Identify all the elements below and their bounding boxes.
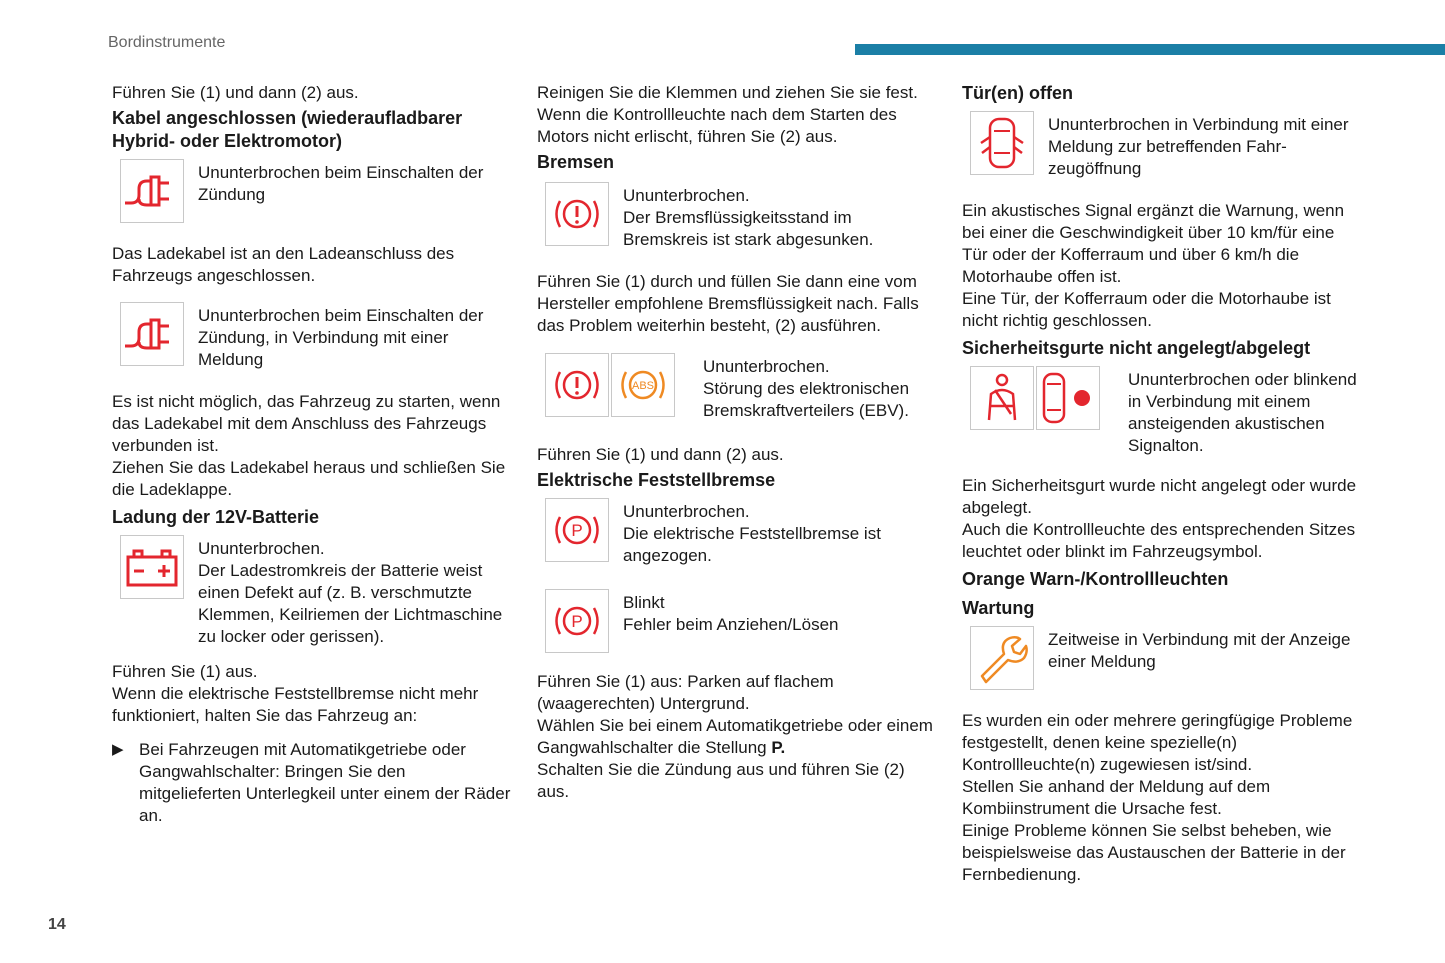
paragraph: Ein akustisches Signal ergänzt die Warnung, wenn bei einer die Geschwindigkeit über 10 km/für eine Tür oder der Kofferraum und über 6 km/h die Motorhaube offen ist. xyxy=(962,201,1345,286)
warning-row xyxy=(112,159,512,223)
paragraph: Es ist nicht möglich, das Fahrzeug zu starten, wenn das Ladekabel mit dem Anschluss des Fahrzeugs verbunden ist. xyxy=(112,392,501,455)
heading-doors-open: Tür(en) offen xyxy=(962,83,1073,103)
warning-text: Ununterbrochen in Verbindung mit einer Meldung zur betreffenden Fahrzeugöffnung xyxy=(1048,115,1349,178)
heading-charging-cable: Kabel angeschlossen (wiederaufladbarer Hybrid- oder Elektromotor) xyxy=(112,108,463,151)
heading-service: Wartung xyxy=(962,598,1035,618)
warning-row xyxy=(537,182,937,251)
warning-row xyxy=(962,111,1362,180)
paragraph-text: Wählen Sie bei einem Automatikgetriebe oder einem Gangwahlschalter die Stellung xyxy=(537,716,933,757)
paragraph: Stellen Sie anhand der Meldung auf dem Kombiinstrument die Ursache fest. xyxy=(962,777,1271,818)
brake-warning-icon xyxy=(545,353,609,417)
warning-text: Ununterbrochen oder blinkend in Verbindung mit einem ansteigenden akustischen Signalton. xyxy=(1128,370,1357,455)
paragraph: Wenn die elektrische Feststellbremse nicht mehr funktioniert, halten Sie das Fahrzeug an: xyxy=(112,684,479,725)
parking-label: P xyxy=(571,521,583,540)
warning-text-line: Ununterbrochen. xyxy=(198,539,325,558)
parking-brake-icon xyxy=(545,498,609,562)
heading-parking-brake: Elektrische Feststellbremse xyxy=(537,470,776,490)
bullet-item xyxy=(112,739,512,827)
column-1 xyxy=(112,82,512,827)
warning-text-line: Der Ladestromkreis der Batterie weist einen Defekt auf (z. B. verschmutzte Klemmen, Keilriemen der Lichtmaschine zu locker oder gerissen). xyxy=(198,561,503,646)
warning-row xyxy=(537,498,937,567)
brake-warning-icon xyxy=(545,182,609,246)
warning-row xyxy=(537,353,937,422)
warning-text: Ununterbrochen beim Einschalten der Zündung, in Verbindung mit einer Meldung xyxy=(198,306,484,369)
warning-row xyxy=(537,589,937,653)
header-title: Bordinstrumente xyxy=(108,34,226,51)
warning-text xyxy=(623,182,937,251)
arrow-right-icon: ▶ xyxy=(112,741,124,758)
parking-label: P xyxy=(571,612,583,631)
warning-text xyxy=(623,498,937,567)
battery-icon xyxy=(120,535,184,599)
heading-orange-warnings: Orange Warn-/Kontrollleuchten xyxy=(962,569,1229,589)
plug-icon xyxy=(120,302,184,366)
paragraph: Ziehen Sie das Ladekabel heraus und schließen Sie die Ladeklappe. xyxy=(112,458,506,499)
abs-label: ABS xyxy=(631,380,655,392)
heading-seatbelts: Sicherheitsgurte nicht angelegt/abgelegt xyxy=(962,338,1311,358)
warning-text-line: Ununterbrochen. xyxy=(623,502,750,521)
paragraph: Es wurden ein oder mehrere geringfügige Probleme festgestellt, denen keine spezielle(n) Kontrollleuchte(n) zugewiesen ist/sind. xyxy=(962,711,1353,774)
warning-row xyxy=(962,366,1362,457)
warning-text-line: Die elektrische Feststellbremse ist angezogen. xyxy=(623,524,881,565)
paragraph: Eine Tür, der Kofferraum oder die Motorhaube ist nicht richtig geschlossen. xyxy=(962,289,1331,330)
paragraph: Führen Sie (1) aus: Parken auf flachem (waagerechten) Untergrund. xyxy=(537,672,834,713)
paragraph xyxy=(537,715,937,759)
paragraph: Reinigen Sie die Klemmen und ziehen Sie sie fest. Wenn die Kontrollleuchte nach dem Starten des Motors nicht erlischt, führen Sie (2) aus. xyxy=(537,83,918,146)
warning-text-line: Störung des elektronischen Bremskraftverteilers (EBV). xyxy=(703,379,910,420)
paragraph: Führen Sie (1) und dann (2) aus. xyxy=(537,445,784,464)
warning-text-line: Der Bremsflüssigkeitsstand im Bremskreis ist stark abgesunken. xyxy=(623,208,874,249)
paragraph: Das Ladekabel ist an den Ladeanschluss des Fahrzeugs angeschlossen. xyxy=(112,244,455,285)
heading-brakes: Bremsen xyxy=(537,152,615,172)
heading-12v-battery: Ladung der 12V-Batterie xyxy=(112,507,320,527)
plug-icon xyxy=(120,159,184,223)
warning-text-line: Blinkt xyxy=(623,593,665,612)
warning-text xyxy=(198,535,512,648)
warning-text xyxy=(703,353,937,422)
paragraph: Schalten Sie die Zündung aus und führen Sie (2) aus. xyxy=(537,760,905,801)
paragraph: Auch die Kontrollleuchte des entsprechenden Sitzes leuchtet oder blinkt im Fahrzeugsymbol. xyxy=(962,520,1356,561)
warning-text-line: Fehler beim Anziehen/Lösen xyxy=(623,615,839,634)
parking-brake-icon xyxy=(545,589,609,653)
column-2 xyxy=(537,82,937,803)
header-accent-bar xyxy=(855,44,1445,55)
page-number: 14 xyxy=(48,916,66,933)
warning-row xyxy=(962,626,1362,690)
seat-car-icon xyxy=(1036,366,1100,430)
warning-row xyxy=(112,535,512,648)
paragraph: Führen Sie (1) aus. xyxy=(112,662,258,681)
warning-text: Zeitweise in Verbindung mit der Anzeige einer Meldung xyxy=(1048,630,1351,671)
warning-text xyxy=(623,589,937,636)
warning-text-line: Ununterbrochen. xyxy=(623,186,750,205)
column-3 xyxy=(962,82,1362,886)
seatbelt-icon xyxy=(970,366,1034,430)
paragraph: Ein Sicherheitsgurt wurde nicht angelegt oder wurde abgelegt. xyxy=(962,476,1357,517)
gear-position: P. xyxy=(771,738,786,757)
paragraph: Einige Probleme können Sie selbst beheben, wie beispielsweise das Austauschen der Batterie in der Fernbedienung. xyxy=(962,821,1346,884)
paragraph: Führen Sie (1) durch und füllen Sie dann eine vom Hersteller empfohlene Bremsflüssigkeit nach. Falls das Problem weiterhin besteht, (2) ausführen. xyxy=(537,272,919,335)
paragraph: Führen Sie (1) und dann (2) aus. xyxy=(112,83,359,102)
wrench-icon xyxy=(970,626,1034,690)
warning-text: Ununterbrochen beim Einschalten der Zündung xyxy=(198,163,484,204)
bullet-text: Bei Fahrzeugen mit Automatikgetriebe oder Gangwahlschalter: Bringen Sie den mitgelieferten Unterlegkeil unter einem der Räder an. xyxy=(139,740,511,825)
warning-text-line: Ununterbrochen. xyxy=(703,357,830,376)
door-open-icon xyxy=(970,111,1034,175)
warning-row xyxy=(112,302,512,371)
abs-icon xyxy=(611,353,675,417)
